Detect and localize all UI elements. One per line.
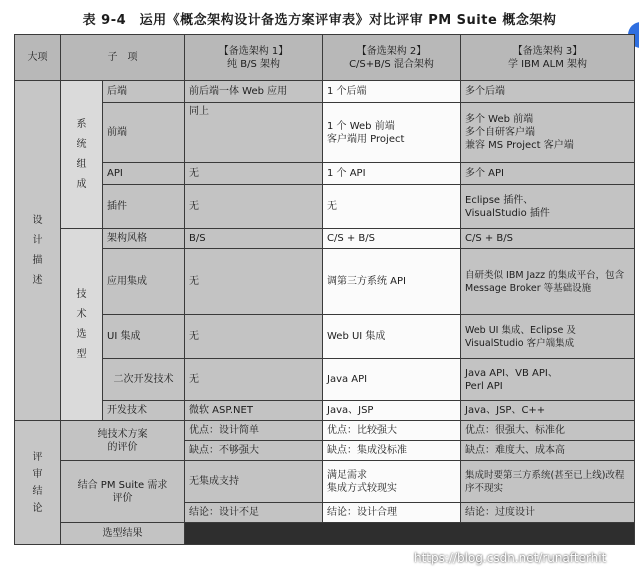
cell-line: 多个 Web 前端 (465, 114, 534, 125)
option-1-name: 纯 B/S 架构 (227, 58, 280, 70)
cell-option-2: 优点：比较强大 (323, 421, 461, 441)
cell-option-3: 多个 API (461, 163, 635, 185)
sub-item: 前端 (103, 103, 185, 163)
review-pure-tech-label: 纯技术方案 (97, 428, 148, 440)
cell-option-2: Java、JSP (323, 401, 461, 421)
cell-option-3: 缺点：难度大、成本高 (461, 441, 635, 461)
cell-option-2: Java API (323, 359, 461, 401)
cell-line: 集成方式较现实 (327, 482, 397, 494)
cell-option-1: 无 (185, 163, 323, 185)
sub-item: UI 集成 (103, 315, 185, 359)
cell-option-2: Web UI 集成 (323, 315, 461, 359)
option-1-tag: 【备选架构 1】 (218, 45, 289, 57)
cell-option-1: 无 (185, 315, 323, 359)
sub-item: 应用集成 (103, 249, 185, 315)
sub-item: API (103, 163, 185, 185)
cell-option-2: 1 个 API (323, 163, 461, 185)
cell-option-3: C/S + B/S (461, 229, 635, 249)
cell-option-1: 前后端一体 Web 应用 (185, 81, 323, 103)
cell-option-3: Web UI 集成、Eclipse 及 VisualStudio 客户端集成 (461, 315, 635, 359)
cell-option-3: 多个后端 (461, 81, 635, 103)
cell-option-1: B/S (185, 229, 323, 249)
cell-option-3 (461, 185, 635, 229)
cell-line: 满足需求 (327, 469, 367, 481)
table-row (15, 359, 635, 401)
table-row (15, 81, 635, 103)
review-pm-suite (61, 461, 185, 523)
cell-line: 兼容 MS Project 客户端 (465, 140, 574, 151)
table-row (15, 249, 635, 315)
cell-option-1: 优点：设计简单 (185, 421, 323, 441)
table-title: 表 9-4 运用《概念架构设计备选方案评审表》对比评审 PM Suite 概念架构 (82, 13, 557, 28)
cell-option-3 (461, 103, 635, 163)
table-row (15, 461, 635, 503)
cell-option-3: 自研类似 IBM Jazz 的集成平台，包含 Message Broker 等基础设施 (461, 249, 635, 315)
header-option-3 (461, 35, 635, 81)
review-pm-suite-label-2: 评价 (112, 492, 133, 504)
cell-option-2 (323, 461, 461, 503)
group-tech-label: 技术选型 (76, 288, 87, 360)
table-row (15, 163, 635, 185)
category-design-label: 设计描述 (32, 214, 43, 286)
cell-option-1: 无 (185, 249, 323, 315)
table-row (15, 523, 635, 545)
header-sub-item: 子 项 (61, 35, 185, 81)
cell-line: Perl API (465, 380, 503, 392)
cell-line: 多个自研客户端 (465, 127, 535, 138)
cell-line: VisualStudio 插件 (465, 207, 550, 219)
cell-option-3: 优点：很强大、标准化 (461, 421, 635, 441)
option-2-tag: 【备选架构 2】 (356, 45, 427, 57)
review-result-cell (185, 523, 635, 545)
cell-option-1: 同上 (185, 103, 323, 163)
cell-option-1: 无 (185, 359, 323, 401)
cell-option-2: 调第三方系统 API (323, 249, 461, 315)
category-review-label: 评审结论 (32, 451, 43, 514)
cell-option-1: 无 (185, 185, 323, 229)
cell-line: 客户端用 Project (327, 133, 405, 145)
header-major-item: 大项 (15, 35, 61, 81)
cell-line: 1 个 Web 前端 (327, 120, 395, 132)
cell-option-1: 缺点：不够强大 (185, 441, 323, 461)
review-pm-suite-label: 结合 PM Suite 需求 (77, 479, 168, 491)
watermark-url: https://blog.csdn.net/runafterhit (414, 551, 607, 565)
table-row (15, 229, 635, 249)
cell-option-1: 无集成支持 (185, 461, 323, 503)
option-3-name: 学 IBM ALM 架构 (507, 58, 587, 70)
option-2-name: C/S+B/S 混合架构 (349, 58, 434, 70)
header-option-1 (185, 35, 323, 81)
cell-option-3 (461, 359, 635, 401)
group-system-label: 系统组成 (76, 118, 87, 190)
cell-option-2: 1 个后端 (323, 81, 461, 103)
table-row (15, 103, 635, 163)
cell-option-3: Java、JSP、C++ (461, 401, 635, 421)
cell-option-3: 结论：过度设计 (461, 503, 635, 523)
group-tech (61, 229, 103, 421)
cell-line: Java API、VB API、 (465, 367, 558, 379)
category-design (15, 81, 61, 421)
cell-option-3: 集成时要第三方系统(甚至已上线)改程序不现实 (461, 461, 635, 503)
table-row (15, 315, 635, 359)
cell-line: Eclipse 插件、 (465, 194, 534, 206)
review-pure-tech (61, 421, 185, 461)
review-result-label: 选型结果 (61, 523, 185, 545)
cell-option-2 (323, 103, 461, 163)
cell-option-2: 缺点：集成没标准 (323, 441, 461, 461)
sub-item: 架构风格 (103, 229, 185, 249)
sub-item: 开发技术 (103, 401, 185, 421)
table-row (15, 185, 635, 229)
table-row (15, 421, 635, 441)
header-option-2 (323, 35, 461, 81)
review-table (14, 34, 635, 545)
table-row (15, 401, 635, 421)
sub-item: 插件 (103, 185, 185, 229)
cell-option-2: 无 (323, 185, 461, 229)
group-system (61, 81, 103, 229)
sub-item: 二次开发技术 (103, 359, 185, 401)
cell-option-1: 结论：设计不足 (185, 503, 323, 523)
option-3-tag: 【备选架构 3】 (512, 45, 583, 57)
cell-option-2: C/S + B/S (323, 229, 461, 249)
review-pure-tech-label-2: 的评价 (107, 441, 138, 453)
cell-option-1: 微软 ASP.NET (185, 401, 323, 421)
cell-option-2: 结论：设计合理 (323, 503, 461, 523)
sub-item: 后端 (103, 81, 185, 103)
category-review (15, 421, 61, 545)
